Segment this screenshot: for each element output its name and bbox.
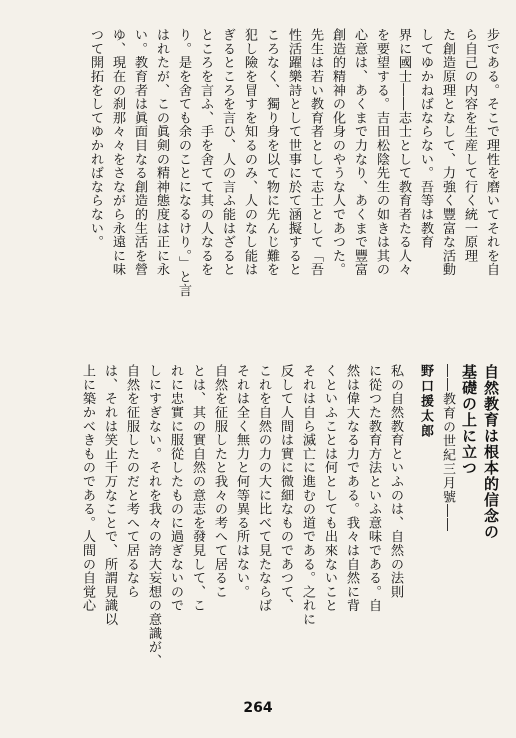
top-text-line: 步である。そこで理性を磨いてそれを自: [484, 28, 499, 277]
top-text-line: はれたが、この眞剣の精神態度は正に永: [154, 28, 169, 277]
article-title-line-1: 自然教育は根本的信念の: [482, 364, 500, 540]
bottom-text-line: とは、其の實自然の意志を發見して、こ: [190, 364, 205, 613]
top-text-line: つて開拓をしてゆかればならない。: [88, 28, 103, 249]
bottom-text-line: れに忠實に服從したものに過ぎないので: [168, 364, 183, 613]
bottom-text-line: 自然を征服したのだと考へて居るなら: [124, 364, 139, 599]
body-text-bottom-band: [18, 364, 502, 686]
bottom-text-line: 自然を征服したと我々の考へて居るこ: [212, 364, 227, 599]
article-subtitle: ――教育の世紀三月號――: [440, 364, 455, 532]
top-text-line: 先生は若い教育者として志士として「吾: [308, 28, 323, 277]
top-text-line: ゆ、現在の刹那々々をさながら永遠に味: [110, 28, 125, 277]
bottom-text-line: は、それは笑止千万なことで、所謂見識以: [102, 364, 117, 627]
top-text-line: 犯し險を冒すを知るのみ、人のなし能は: [242, 28, 257, 277]
top-text-line: を要望する。吉田松陰先生の如きは其の: [374, 28, 389, 277]
top-text-line: ぎるところを言ひ、人の言ふ能はざると: [220, 28, 235, 277]
bottom-text-line: 然は偉大なる力である。我々は自然に背: [344, 364, 359, 613]
bottom-text-line: それは自ら滅亡に進むの道である。之れに: [300, 364, 315, 627]
top-text-line: ころなく、獨り身を以て物に先んじ難を: [264, 28, 279, 277]
top-text-line: ところを言ふ、手を舍てて其の人なるを: [198, 28, 213, 277]
top-text-line: ら自己の内容を生産して行く統一原理: [462, 28, 477, 263]
column-gap: [406, 364, 414, 686]
bottom-text-line: それは全く無力と何等異る所はない。: [234, 364, 249, 599]
bottom-text-line: 私の自然教育といふのは、自然の法則: [388, 364, 403, 599]
top-text-line: り。是を舍ても余のことになるけり。」と言: [176, 28, 191, 298]
article-author: 野口援太郎: [418, 364, 433, 439]
top-text-line: してゆかねばならない。吾等は教育: [418, 28, 433, 249]
top-text-line: 心意は、あくまで力なり、あくまで豐富: [352, 28, 367, 277]
body-text-top-band: [18, 28, 502, 343]
article-title-line-2: 基礎の上に立つ: [460, 364, 478, 476]
bottom-text-line: 反して人間は實に微細なものであつて、: [278, 364, 293, 613]
top-text-line: 性活躍樂詩として世事に於て涵擬すると: [286, 28, 301, 277]
top-text-line: い。教育者は眞面目なる創造的生活を營: [132, 28, 147, 277]
bottom-text-line: に從つた教育方法といふ意味である。自: [366, 364, 381, 613]
bottom-text-line: くといふことは何としても出來ないこと: [322, 364, 337, 613]
page-number: 264: [243, 700, 273, 716]
top-text-line: 界に國士――志士として教育者たる人々: [396, 28, 411, 277]
bottom-text-line: しにすぎない。それを我々の誇大妄想の意識が、: [146, 364, 161, 668]
bottom-text-line: これを自然の力の大に比べて見たならば: [256, 364, 271, 613]
bottom-text-line: 上に築かべきものである。人間の自覚心: [80, 364, 95, 613]
top-text-line: た創造原理となして、力強く豐富な活動: [440, 28, 455, 277]
top-text-line: 創造的精神の化身のやうな人であつた。: [330, 28, 345, 277]
